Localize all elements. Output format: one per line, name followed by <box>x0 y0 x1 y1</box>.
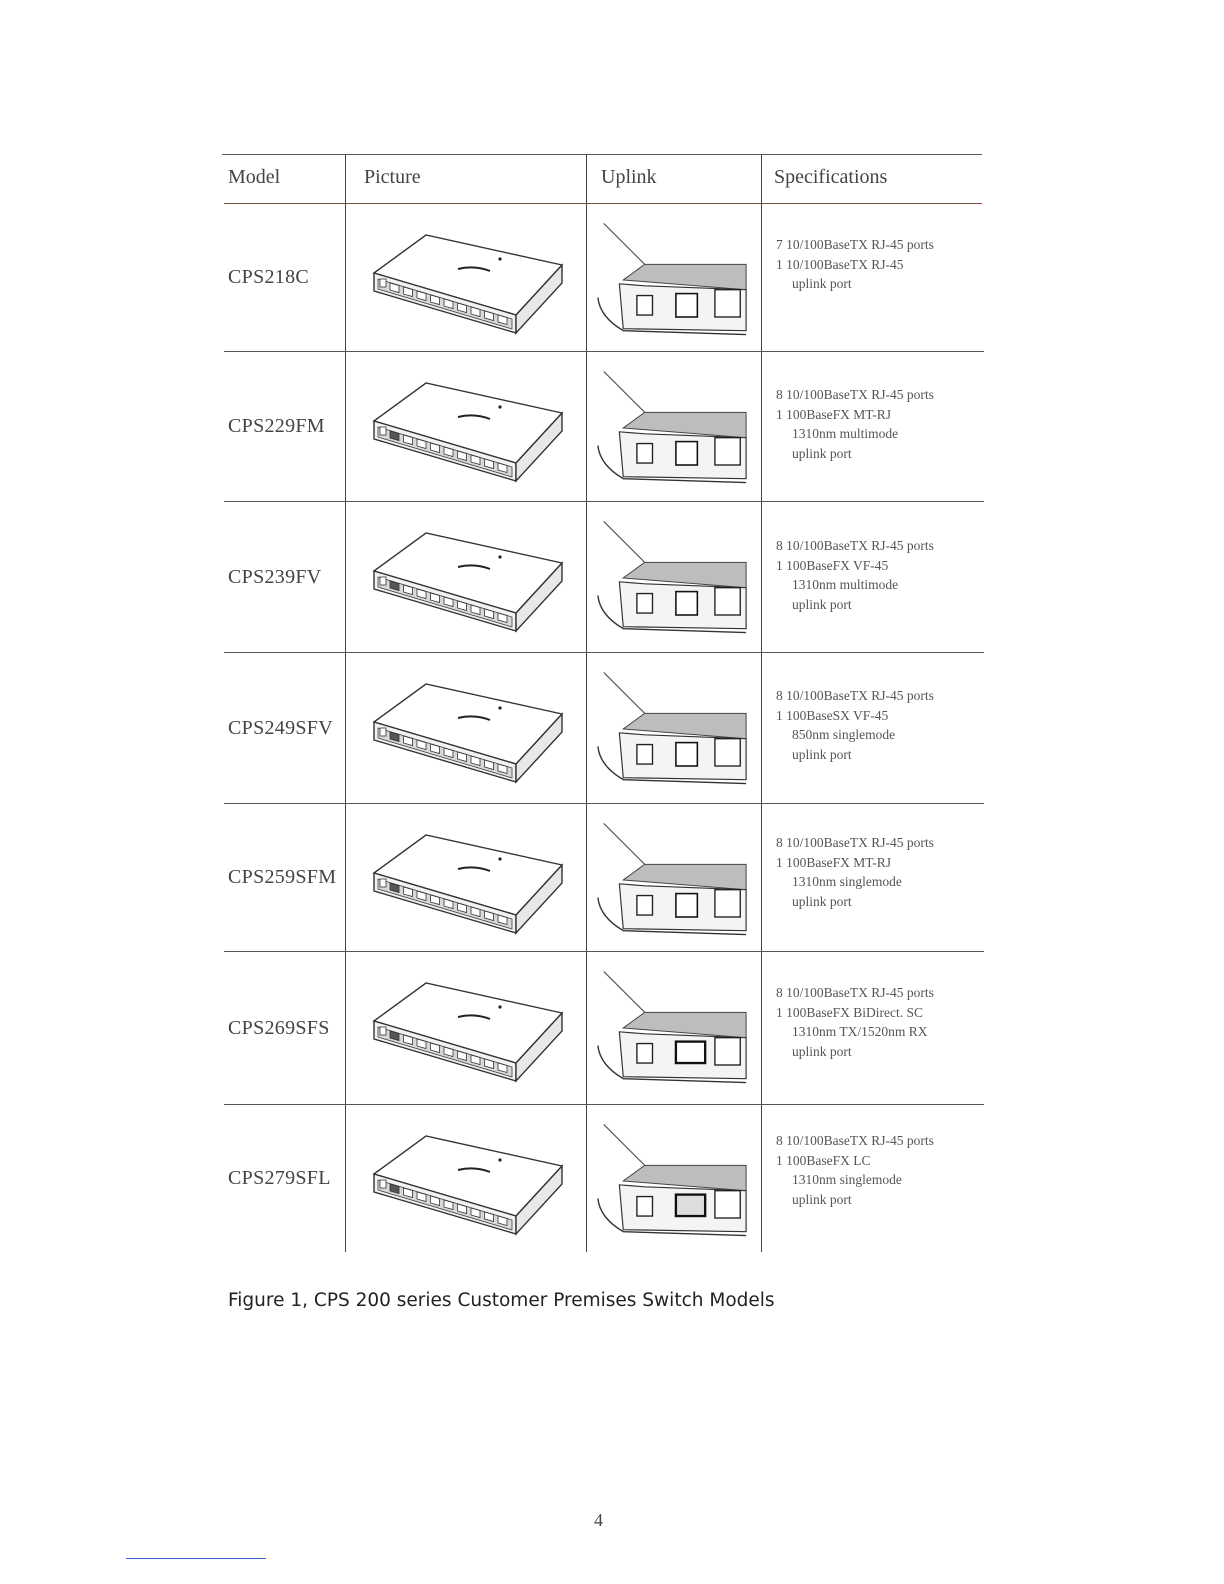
spec-line: 1 10/100BaseTX RJ-45 <box>776 256 904 272</box>
header-model: Model <box>228 166 281 188</box>
table-row <box>0 953 1224 1104</box>
row-rule <box>224 351 984 352</box>
spec-line: 1 100BaseFX MT-RJ <box>776 406 892 422</box>
spec-line: 1 100BaseFX BiDirect. SC <box>776 1004 923 1020</box>
spec-line: uplink port <box>792 1043 852 1059</box>
spec-line: 8 10/100BaseTX RJ-45 ports <box>776 387 934 402</box>
uplink-picture <box>594 967 750 1085</box>
spec-line: 1 100BaseFX MT-RJ <box>776 854 892 870</box>
spec-line: uplink port <box>792 1191 852 1207</box>
table-row <box>0 805 1224 951</box>
spec-line: uplink port <box>792 746 852 762</box>
model-name: CPS249SFV <box>228 717 333 739</box>
row-rule <box>224 803 984 804</box>
spec-line: 1 100BaseSX VF-45 <box>776 707 889 723</box>
uplink-picture <box>594 819 750 937</box>
table-row <box>0 1106 1224 1252</box>
spec-line: 850nm singlemode <box>792 727 896 742</box>
uplink-picture <box>594 668 750 786</box>
specifications <box>776 983 934 1061</box>
row-rule <box>224 652 984 653</box>
model-name: CPS259SFM <box>228 866 337 888</box>
footnote-rule <box>126 1558 266 1559</box>
spec-line: 8 10/100BaseTX RJ-45 ports <box>776 835 934 850</box>
row-rule <box>224 1104 984 1105</box>
figure-caption: Figure 1, CPS 200 series Customer Premises Switch Models <box>228 1290 775 1311</box>
table-row <box>0 205 1224 351</box>
spec-line: uplink port <box>792 276 852 291</box>
model-name: CPS218C <box>228 266 310 288</box>
model-name: CPS229FM <box>228 415 325 437</box>
model-name: CPS279SFL <box>228 1167 331 1189</box>
table-row <box>0 503 1224 652</box>
switch-picture <box>366 225 572 335</box>
switch-picture <box>366 373 572 483</box>
spec-line: 1310nm multimode <box>792 577 899 592</box>
specifications <box>776 385 934 463</box>
spec-line: uplink port <box>792 596 852 612</box>
uplink-picture <box>594 219 750 337</box>
table-row <box>0 654 1224 803</box>
specifications <box>776 235 934 294</box>
spec-line: uplink port <box>792 893 852 909</box>
spec-line: 8 10/100BaseTX RJ-45 ports <box>776 688 934 703</box>
spec-line: 1 100BaseFX VF-45 <box>776 557 889 573</box>
specifications <box>776 1131 934 1209</box>
model-name: CPS269SFS <box>228 1017 330 1039</box>
table-row <box>0 353 1224 501</box>
specifications <box>776 536 934 614</box>
page-number: 4 <box>594 1510 603 1530</box>
specifications <box>776 833 934 911</box>
spec-line: 1310nm singlemode <box>792 1172 902 1187</box>
row-rule <box>224 501 984 502</box>
spec-line: 1310nm TX/1520nm RX <box>792 1024 928 1039</box>
switch-picture <box>366 1126 572 1236</box>
specifications <box>776 686 934 764</box>
switch-picture <box>366 523 572 633</box>
header-picture: Picture <box>364 166 421 188</box>
switch-picture <box>366 825 572 935</box>
row-rule <box>224 951 984 952</box>
switch-picture <box>366 674 572 784</box>
spec-line: 1 100BaseFX LC <box>776 1152 871 1168</box>
spec-line: 8 10/100BaseTX RJ-45 ports <box>776 1133 934 1148</box>
model-name: CPS239FV <box>228 566 322 588</box>
spec-line: 7 10/100BaseTX RJ-45 ports <box>776 237 934 252</box>
uplink-picture <box>594 1120 750 1238</box>
spec-line: uplink port <box>792 445 852 461</box>
spec-line: 8 10/100BaseTX RJ-45 ports <box>776 538 934 553</box>
spec-line: 1310nm singlemode <box>792 874 902 889</box>
spec-line: 8 10/100BaseTX RJ-45 ports <box>776 985 934 1000</box>
uplink-picture <box>594 367 750 485</box>
header-specifications: Specifications <box>774 166 888 188</box>
spec-line: 1310nm multimode <box>792 426 899 441</box>
header-uplink: Uplink <box>601 166 657 188</box>
uplink-picture <box>594 517 750 635</box>
header-bottom-rule <box>224 203 982 204</box>
table-top-rule <box>222 154 982 155</box>
switch-picture <box>366 973 572 1083</box>
